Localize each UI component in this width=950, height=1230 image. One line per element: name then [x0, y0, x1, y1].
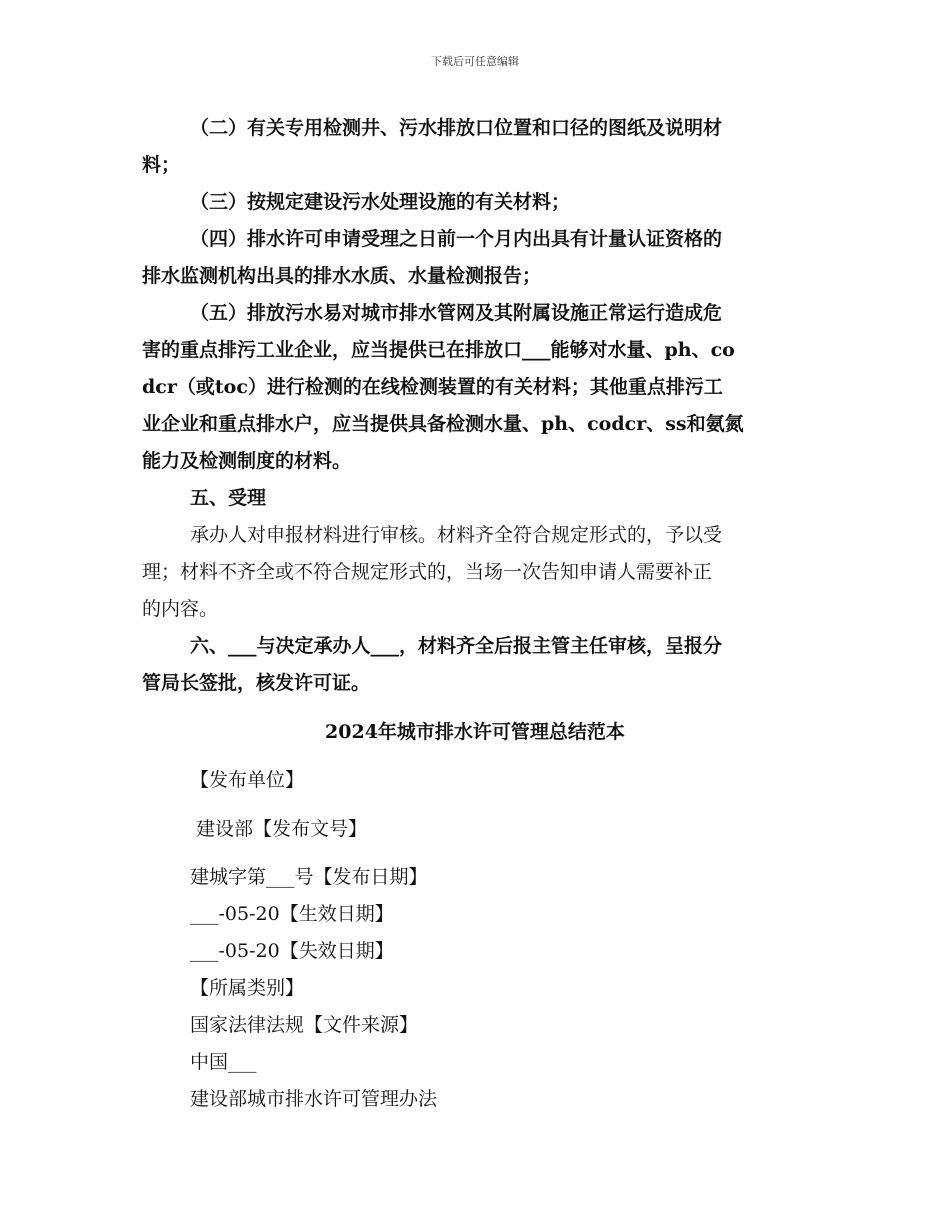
decision-line-2: 管局长签批，核发许可证。 — [142, 672, 371, 694]
acceptance-line-3: 的内容。 — [142, 598, 219, 620]
decision-line-1: 六、___与决定承办人___，材料齐全后报主管主任审核，呈报分 — [190, 635, 723, 657]
meta-effective-date: ___-05-20【失效日期】 — [190, 940, 394, 962]
document-title: 2024年城市排水许可管理总结范本 — [325, 721, 625, 743]
page-header: 下载后可任意编辑 — [431, 55, 519, 68]
meta-issuer-value: 建设部【发布文号】 — [190, 818, 368, 840]
item-5-line-2: 害的重点排污工业企业，应当提供已在排放口___能够对水量、ph、co — [142, 339, 735, 361]
meta-issue-date: ___-05-20【生效日期】 — [190, 903, 394, 925]
section-5-heading: 五、受理 — [190, 487, 267, 509]
item-3-line-1: （三）按规定建设污水处理设施的有关材料； — [190, 191, 571, 213]
item-4-line-2: 排水监测机构出具的排水水质、水量检测报告； — [142, 265, 542, 287]
item-2-line-1: （二）有关专用检测井、污水排放口位置和口径的图纸及说明材 — [190, 117, 723, 139]
meta-source-value: 中国___ — [190, 1051, 257, 1073]
acceptance-line-1: 承办人对申报材料进行审核。材料齐全符合规定形式的，予以受 — [190, 524, 723, 546]
item-4-line-1: （四）排水许可申请受理之日前一个月内出具有计量认证资格的 — [190, 228, 723, 250]
item-5-line-3: dcr（或toc）进行检测的在线检测装置的有关材料；其他重点排污工 — [142, 376, 723, 398]
meta-law-title: 建设部城市排水许可管理办法 — [190, 1088, 438, 1110]
meta-category-value: 国家法律法规【文件来源】 — [190, 1014, 419, 1036]
meta-issuer-label: 【发布单位】 — [190, 769, 305, 791]
item-5-line-1: （五）排放污水易对城市排水管网及其附属设施正常运行造成危 — [190, 302, 723, 324]
meta-doc-number: 建城字第___号【发布日期】 — [190, 866, 428, 888]
meta-category-label: 【所属类别】 — [190, 977, 305, 999]
item-5-line-5: 能力及检测制度的材料。 — [142, 450, 352, 472]
acceptance-line-2: 理；材料不齐全或不符合规定形式的，当场一次告知申请人需要补正 — [142, 561, 713, 583]
item-2-line-2: 料； — [142, 154, 181, 176]
item-5-line-4: 业企业和重点排水户，应当提供具备检测水量、ph、codcr、ss和氨氮 — [142, 413, 744, 435]
